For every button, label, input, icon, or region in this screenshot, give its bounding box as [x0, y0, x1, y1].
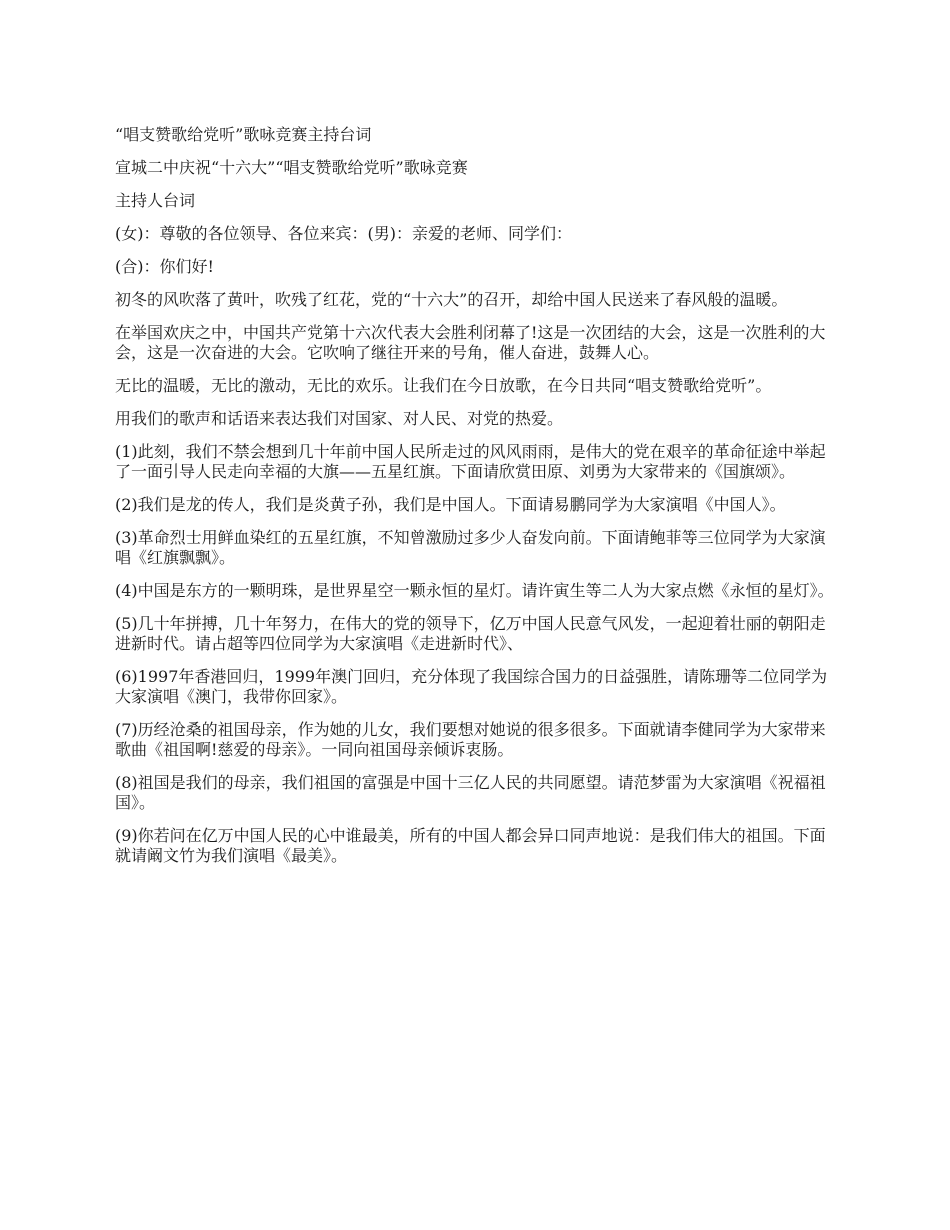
paragraph-intro-1: 初冬的风吹落了黄叶，吹残了红花，党的“十六大”的召开，却给中国人民送来了春风般的温暖。: [115, 290, 788, 309]
paragraph-intro-4: 用我们的歌声和话语来表达我们对国家、对人民、对党的热爱。: [115, 409, 564, 428]
program-item-9: (9)你若问在亿万中国人民的心中谁最美，所有的中国人都会异口同声地说：是我们伟大的祖国。下面就请阚文竹为我们演唱《最美》。: [115, 826, 826, 865]
paragraph-hello: (合)：你们好!: [115, 257, 214, 276]
program-item-7: (7)历经沧桑的祖国母亲，作为她的儿女，我们要想对她说的很多很多。下面就请李健同学为大家带来歌曲《祖国啊!慈爱的母亲》。一同向祖国母亲倾诉衷肠。: [115, 720, 826, 759]
paragraph-greeting: (女)：尊敬的各位领导、各位来宾：(男)：亲爱的老师、同学们：: [115, 224, 572, 243]
program-item-3: (3)革命烈士用鲜血染红的五星红旗，不知曾激励过多少人奋发向前。下面请鲍菲等三位同学为大家演唱《红旗飘飘》。: [115, 528, 826, 567]
document-subtitle: 宣城二中庆祝“十六大”“唱支赞歌给党听”歌咏竞赛: [115, 158, 468, 177]
program-item-5: (5)几十年拼搏，几十年努力，在伟大的党的领导下，亿万中国人民意气风发，一起迎着壮丽的朝阳走进新时代。请占超等四位同学为大家演唱《走进新时代》、: [115, 614, 826, 653]
program-item-6: (6)1997年香港回归，1999年澳门回归，充分体现了我国综合国力的日益强胜，请陈珊等二位同学为大家演唱《澳门，我带你回家》。: [115, 667, 828, 706]
program-item-2: (2)我们是龙的传人，我们是炎黄子孙，我们是中国人。下面请易鹏同学为大家演唱《中国人》。: [115, 495, 786, 514]
document-title: “唱支赞歌给党听”歌咏竞赛主持台词: [115, 125, 372, 144]
program-item-1: (1)此刻，我们不禁会想到几十年前中国人民所走过的风风雨雨，是伟大的党在艰辛的革命征途中举起了一面引导人民走向幸福的大旗——五星红旗。下面请欣赏田原、刘勇为大家带来的《国旗颂》。: [115, 442, 826, 481]
paragraph-intro-3: 无比的温暖，无比的激动，无比的欢乐。让我们在今日放歌，在今日共同“唱支赞歌给党听”。: [115, 376, 772, 395]
program-item-8: (8)祖国是我们的母亲，我们祖国的富强是中国十三亿人民的共同愿望。请范梦雷为大家演唱《祝福祖国》。: [115, 773, 826, 812]
document-page: [115, 125, 840, 879]
section-heading: 主持人台词: [115, 191, 196, 210]
paragraph-intro-2: 在举国欢庆之中，中国共产党第十六次代表大会胜利闭幕了!这是一次团结的大会，这是一次胜利的大会，这是一次奋进的大会。它吹响了继往开来的号角，催人奋进，鼓舞人心。: [115, 323, 826, 362]
program-item-4: (4)中国是东方的一颗明珠，是世界星空一颗永恒的星灯。请许寅生等二人为大家点燃《永恒的星灯》。: [115, 581, 834, 600]
